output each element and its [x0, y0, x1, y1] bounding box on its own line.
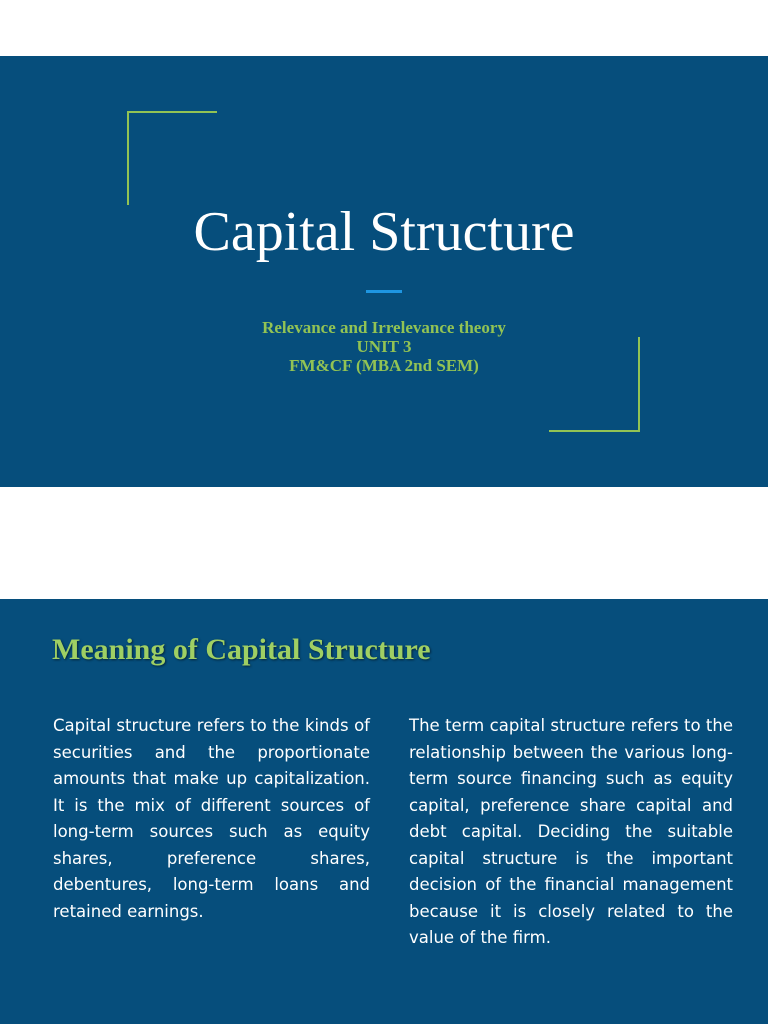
subtitle-course: FM&CF (MBA 2nd SEM) — [289, 356, 479, 375]
subtitle-unit: UNIT 3 — [356, 337, 412, 356]
title-divider — [366, 290, 402, 293]
title-slide — [0, 56, 768, 487]
subtitle-topic: Relevance and Irrelevance theory — [262, 318, 506, 337]
left-paragraph: Capital structure refers to the kinds of securities and the proportionate amounts that make up capitalization. It is the mix of different sources of long-term sources such as equity shares, preference shares, debentures, long-term loans and retained earnings. — [53, 716, 370, 921]
slide-heading: Meaning of Capital Structure — [52, 633, 431, 666]
subtitle-block — [0, 318, 768, 375]
corner-bracket-top-left — [127, 111, 217, 205]
slide-title: Capital Structure — [193, 201, 575, 263]
right-paragraph: The term capital structure refers to the relationship between the various long-term source financing such as equity capital, preference share capital and debt capital. Deciding the suitable capital structure is the important decision of the financial management because it is closely related to the value of the firm. — [409, 716, 733, 947]
content-slide — [0, 599, 768, 1024]
